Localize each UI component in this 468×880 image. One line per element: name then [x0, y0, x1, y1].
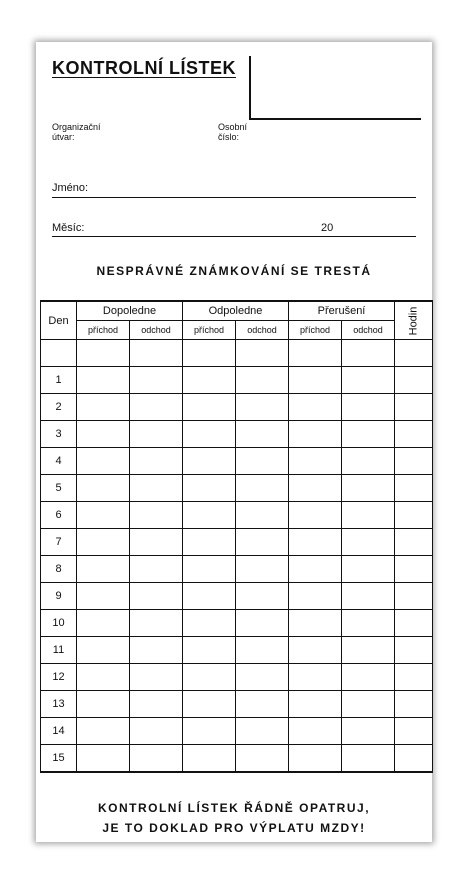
table-row	[41, 583, 433, 610]
day-number: 15	[41, 745, 77, 773]
day-number: 11	[41, 637, 77, 664]
time-cell[interactable]	[236, 610, 289, 637]
dopoledne-header: Dopoledne	[77, 301, 183, 321]
time-cell[interactable]	[77, 583, 130, 610]
time-cell[interactable]	[183, 340, 236, 367]
hours-cell[interactable]	[395, 475, 433, 502]
personal-number-label-line2: číslo:	[218, 132, 240, 142]
hodin-label: Hodin	[407, 306, 420, 335]
time-cell[interactable]	[289, 502, 342, 529]
time-cell[interactable]	[130, 556, 183, 583]
hours-cell[interactable]	[395, 502, 433, 529]
arrival-header: příchod	[183, 321, 236, 340]
time-cell[interactable]	[289, 745, 342, 773]
time-cell[interactable]	[130, 475, 183, 502]
month-label: Měsíc:	[52, 222, 85, 234]
day-number: 13	[41, 691, 77, 718]
time-cell[interactable]	[130, 529, 183, 556]
time-cell[interactable]	[77, 502, 130, 529]
time-cell[interactable]	[183, 637, 236, 664]
day-number: 2	[41, 394, 77, 421]
time-cell[interactable]	[77, 475, 130, 502]
attendance-table	[40, 300, 433, 773]
time-cell[interactable]	[130, 664, 183, 691]
time-cell[interactable]	[183, 691, 236, 718]
time-cell[interactable]	[236, 583, 289, 610]
time-cell[interactable]	[342, 637, 395, 664]
day-number: 8	[41, 556, 77, 583]
warning-text: NESPRÁVNÉ ZNÁMKOVÁNÍ SE TRESTÁ	[96, 264, 372, 278]
org-unit-label-line1: Organizační	[52, 122, 101, 132]
time-cell[interactable]	[342, 394, 395, 421]
time-cell[interactable]	[236, 367, 289, 394]
footer-note	[36, 798, 432, 838]
time-cell[interactable]	[77, 367, 130, 394]
time-cell[interactable]	[130, 394, 183, 421]
time-cell[interactable]	[183, 718, 236, 745]
time-cell[interactable]	[130, 610, 183, 637]
time-cell[interactable]	[289, 340, 342, 367]
time-cell[interactable]	[289, 664, 342, 691]
den-header: Den	[41, 301, 77, 340]
time-cell[interactable]	[236, 664, 289, 691]
table-row	[41, 448, 433, 475]
time-cell[interactable]	[183, 583, 236, 610]
odpoledne-header: Odpoledne	[183, 301, 289, 321]
org-unit-label	[52, 122, 101, 142]
time-cell[interactable]	[183, 556, 236, 583]
hours-cell[interactable]	[395, 691, 433, 718]
time-cell[interactable]	[236, 691, 289, 718]
table-row	[41, 637, 433, 664]
time-cell[interactable]	[77, 664, 130, 691]
time-cell[interactable]	[183, 610, 236, 637]
table-row	[41, 502, 433, 529]
table-row	[41, 421, 433, 448]
time-cell[interactable]	[289, 529, 342, 556]
time-cell[interactable]	[342, 475, 395, 502]
personal-number-label-line1: Osobní	[218, 122, 248, 132]
table-row	[41, 664, 433, 691]
time-cell[interactable]	[130, 583, 183, 610]
time-cell[interactable]	[342, 421, 395, 448]
table-row	[41, 718, 433, 745]
table-row	[41, 529, 433, 556]
name-line[interactable]	[52, 197, 416, 198]
day-number: 7	[41, 529, 77, 556]
table-row	[41, 394, 433, 421]
time-cell[interactable]	[77, 637, 130, 664]
time-cell[interactable]	[130, 340, 183, 367]
table-row	[41, 475, 433, 502]
time-card	[36, 42, 432, 842]
time-cell[interactable]	[289, 583, 342, 610]
time-cell[interactable]	[289, 394, 342, 421]
day-number: 6	[41, 502, 77, 529]
time-cell[interactable]	[77, 556, 130, 583]
time-cell[interactable]	[342, 367, 395, 394]
time-cell[interactable]	[77, 448, 130, 475]
time-cell[interactable]	[130, 502, 183, 529]
time-cell[interactable]	[130, 367, 183, 394]
hours-cell[interactable]	[395, 421, 433, 448]
time-cell[interactable]	[183, 367, 236, 394]
hours-cell[interactable]	[395, 367, 433, 394]
time-cell[interactable]	[342, 502, 395, 529]
card-title: KONTROLNÍ LÍSTEK	[52, 58, 236, 78]
time-cell[interactable]	[130, 637, 183, 664]
day-number: 4	[41, 448, 77, 475]
day-number: 10	[41, 610, 77, 637]
time-cell[interactable]	[289, 448, 342, 475]
org-unit-label-line2: útvar:	[52, 132, 75, 142]
departure-header: odchod	[130, 321, 183, 340]
name-label: Jméno:	[52, 182, 89, 194]
time-cell[interactable]	[77, 691, 130, 718]
time-cell[interactable]	[77, 718, 130, 745]
year-prefix: 20	[321, 222, 334, 234]
day-number: 9	[41, 583, 77, 610]
time-cell[interactable]	[289, 718, 342, 745]
footer-line2: JE TO DOKLAD PRO VÝPLATU MZDY!	[102, 821, 366, 835]
arrival-header: příchod	[289, 321, 342, 340]
time-cell[interactable]	[130, 691, 183, 718]
day-number: 5	[41, 475, 77, 502]
time-cell[interactable]	[77, 421, 130, 448]
table-row	[41, 745, 433, 773]
day-number: 1	[41, 367, 77, 394]
hours-cell[interactable]	[395, 448, 433, 475]
time-cell[interactable]	[289, 556, 342, 583]
time-cell[interactable]	[342, 340, 395, 367]
time-cell[interactable]	[236, 340, 289, 367]
time-cell[interactable]	[183, 502, 236, 529]
personal-number-label	[218, 122, 247, 142]
hours-cell[interactable]	[395, 340, 433, 367]
table-row	[41, 556, 433, 583]
time-cell[interactable]	[236, 556, 289, 583]
time-cell[interactable]	[183, 448, 236, 475]
time-cell[interactable]	[289, 610, 342, 637]
day-number: 3	[41, 421, 77, 448]
time-cell[interactable]	[342, 529, 395, 556]
table-row	[41, 691, 433, 718]
time-cell[interactable]	[236, 637, 289, 664]
time-cell[interactable]	[130, 448, 183, 475]
footer-line1: KONTROLNÍ LÍSTEK ŘÁDNĚ OPATRUJ,	[97, 801, 371, 815]
time-cell[interactable]	[130, 745, 183, 773]
time-cell[interactable]	[183, 475, 236, 502]
time-cell[interactable]	[236, 529, 289, 556]
time-cell[interactable]	[77, 610, 130, 637]
table-row	[41, 367, 433, 394]
time-cell[interactable]	[289, 367, 342, 394]
hours-cell[interactable]	[395, 583, 433, 610]
departure-header: odchod	[236, 321, 289, 340]
time-cell[interactable]	[289, 637, 342, 664]
time-cell[interactable]	[236, 394, 289, 421]
table-body	[41, 340, 433, 773]
arrival-header: příchod	[77, 321, 130, 340]
table-row	[41, 340, 433, 367]
time-cell[interactable]	[130, 718, 183, 745]
time-cell[interactable]	[342, 745, 395, 773]
time-cell[interactable]	[342, 583, 395, 610]
time-cell[interactable]	[236, 718, 289, 745]
time-cell[interactable]	[77, 529, 130, 556]
hours-cell[interactable]	[395, 610, 433, 637]
time-cell[interactable]	[236, 475, 289, 502]
table-row	[41, 610, 433, 637]
time-cell[interactable]	[77, 745, 130, 773]
time-cell[interactable]	[183, 664, 236, 691]
time-cell[interactable]	[289, 421, 342, 448]
time-cell[interactable]	[289, 475, 342, 502]
time-cell[interactable]	[342, 664, 395, 691]
hours-cell[interactable]	[395, 745, 433, 773]
time-cell[interactable]	[183, 421, 236, 448]
time-cell[interactable]	[183, 745, 236, 773]
stamp-box	[249, 56, 421, 120]
hours-cell[interactable]	[395, 556, 433, 583]
time-cell[interactable]	[236, 502, 289, 529]
time-cell[interactable]	[289, 691, 342, 718]
time-cell[interactable]	[342, 448, 395, 475]
time-cell[interactable]	[236, 745, 289, 773]
time-cell[interactable]	[342, 718, 395, 745]
hours-cell[interactable]	[395, 664, 433, 691]
time-cell[interactable]	[77, 394, 130, 421]
day-cell	[41, 340, 77, 367]
hours-cell[interactable]	[395, 718, 433, 745]
hodin-header	[395, 301, 433, 340]
time-cell[interactable]	[183, 529, 236, 556]
departure-header: odchod	[342, 321, 395, 340]
time-cell[interactable]	[183, 394, 236, 421]
time-cell[interactable]	[236, 448, 289, 475]
time-cell[interactable]	[130, 421, 183, 448]
hours-cell[interactable]	[395, 394, 433, 421]
time-cell[interactable]	[236, 421, 289, 448]
day-number: 12	[41, 664, 77, 691]
hours-cell[interactable]	[395, 637, 433, 664]
time-cell[interactable]	[342, 556, 395, 583]
hours-cell[interactable]	[395, 529, 433, 556]
preruseni-header: Přerušení	[289, 301, 395, 321]
time-cell[interactable]	[342, 610, 395, 637]
month-line[interactable]	[52, 236, 416, 237]
time-cell[interactable]	[77, 340, 130, 367]
time-cell[interactable]	[342, 691, 395, 718]
day-number: 14	[41, 718, 77, 745]
